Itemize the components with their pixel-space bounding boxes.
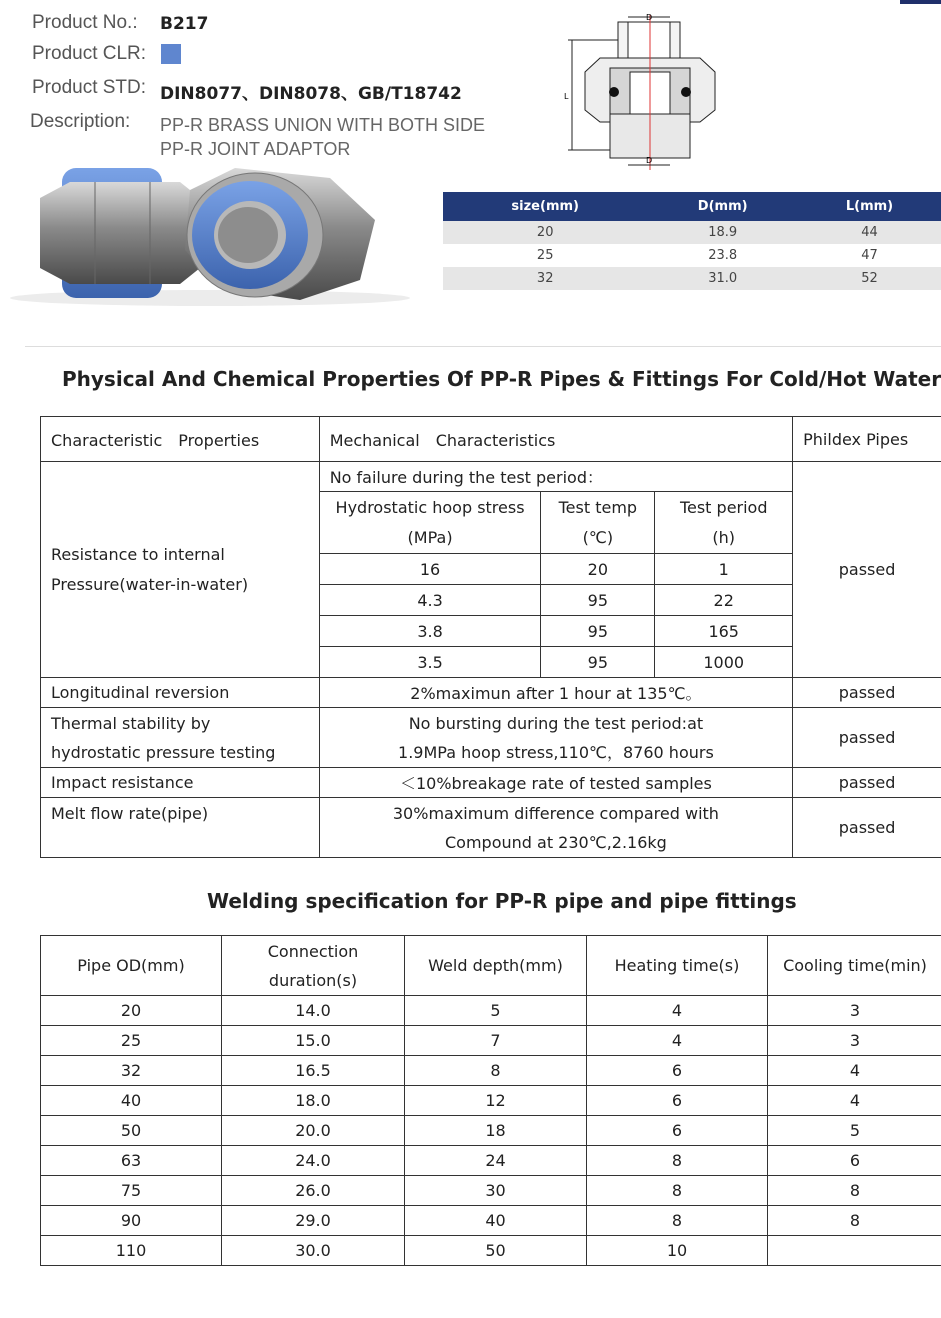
table-cell: 8 [768, 1206, 941, 1236]
table-cell: 8 [587, 1176, 768, 1206]
header-heating-time: Heating time(s) [587, 936, 768, 996]
table-cell: 6 [587, 1056, 768, 1086]
table-cell: 30 [405, 1176, 587, 1206]
thermal-name-line-1: Thermal stability by [51, 713, 211, 733]
table-cell: 52 [798, 267, 941, 290]
table-cell: 3 [768, 1026, 941, 1056]
table-cell: 165 [655, 616, 793, 647]
table-cell: 1000 [655, 647, 793, 678]
melt-flow-mech-line-2: Compound at 230℃,2.16kg [445, 832, 667, 852]
table-cell: 3.5 [319, 647, 541, 678]
resistance-name-line-2: Pressure(water-in-water) [51, 574, 249, 594]
sub-header-period-line-1: Test period [679, 497, 768, 517]
table-cell: 18.9 [647, 221, 798, 244]
thermal-mech-line-1: No bursting during the test period:at [408, 713, 704, 733]
table-row [443, 221, 941, 244]
table-cell: 40 [405, 1206, 587, 1236]
table-cell: 15.0 [222, 1026, 405, 1056]
table-cell: 23.8 [647, 244, 798, 267]
longitudinal-name: Longitudinal reversion [41, 678, 320, 708]
size-header-size: size(mm) [443, 192, 647, 221]
table-cell: 20 [41, 996, 222, 1026]
table-cell: 40 [41, 1086, 222, 1116]
table-cell: 95 [541, 647, 655, 678]
table-cell: 44 [798, 221, 941, 244]
table-cell: 4 [768, 1056, 941, 1086]
sub-header-stress-line-1: Hydrostatic hoop stress [335, 497, 525, 517]
table-cell: 7 [405, 1026, 587, 1056]
table-cell: 110 [41, 1236, 222, 1266]
description-line-1: PP-R BRASS UNION WITH BOTH SIDE [160, 115, 486, 135]
table-cell: 25 [41, 1026, 222, 1056]
table-cell: 20.0 [222, 1116, 405, 1146]
table-cell: 8 [768, 1176, 941, 1206]
table-cell: 6 [587, 1086, 768, 1116]
impact-result: passed [793, 768, 941, 798]
table-cell: 63 [41, 1146, 222, 1176]
table-cell: 4 [768, 1086, 941, 1116]
table-cell: 12 [405, 1086, 587, 1116]
sub-header-period-line-2: (h) [712, 527, 736, 547]
table-row [41, 1146, 941, 1176]
table-cell: 26.0 [222, 1176, 405, 1206]
thermal-result: passed [793, 708, 941, 768]
table-cell: 75 [41, 1176, 222, 1206]
table-row [41, 708, 941, 768]
table-row [41, 1236, 941, 1266]
table-cell: 5 [768, 1116, 941, 1146]
table-cell: 20 [541, 554, 655, 585]
table-cell: 8 [405, 1056, 587, 1086]
header-pipe-od: Pipe OD(mm) [41, 936, 222, 996]
table-row [41, 1056, 941, 1086]
welding-table [40, 935, 941, 1266]
product-no-value: B217 [160, 14, 209, 34]
table-cell: 1 [655, 554, 793, 585]
table-row [41, 798, 941, 858]
table-cell: 95 [541, 616, 655, 647]
melt-flow-mech-cell [319, 798, 792, 858]
product-std-label: Product STD: [32, 77, 147, 98]
thermal-mech-cell [319, 708, 792, 768]
table-cell: 90 [41, 1206, 222, 1236]
properties-header-row [41, 417, 941, 462]
table-row [41, 996, 941, 1026]
table-cell: 25 [443, 244, 647, 267]
resistance-name-line-1: Resistance to internal [51, 544, 225, 564]
sub-header-stress [319, 492, 541, 554]
table-row [41, 1086, 941, 1116]
resistance-result: passed [793, 462, 941, 678]
cross-section-drawing [560, 10, 730, 180]
table-cell: 4.3 [319, 585, 541, 616]
header-phildex: Phildex Pipes [793, 417, 941, 462]
description-line-2: PP-R JOINT ADAPTOR [160, 139, 351, 159]
header-connection-line-2: duration(s) [268, 970, 358, 990]
sub-header-temp-line-1: Test temp [558, 497, 638, 517]
welding-title: Welding specification for PP-R pipe and pipe fittings [207, 889, 797, 913]
table-cell: 6 [768, 1146, 941, 1176]
table-cell: 47 [798, 244, 941, 267]
sub-header-period [655, 492, 793, 554]
table-cell: 18.0 [222, 1086, 405, 1116]
product-color-swatch [161, 44, 181, 64]
sub-header-temp [541, 492, 655, 554]
welding-header-row [41, 936, 941, 996]
properties-table [40, 416, 941, 858]
table-cell: 4 [587, 1026, 768, 1056]
sub-header-temp-line-2: (℃) [582, 527, 614, 547]
size-table [443, 192, 941, 290]
table-row [41, 462, 941, 492]
table-cell: 24.0 [222, 1146, 405, 1176]
thermal-name-cell [41, 708, 320, 768]
section-divider [25, 346, 941, 347]
impact-mech: ＜10%breakage rate of tested samples [319, 768, 792, 798]
table-cell: 31.0 [647, 267, 798, 290]
table-cell: 14.0 [222, 996, 405, 1026]
table-cell: 29.0 [222, 1206, 405, 1236]
drawing-label-d-bottom: D [646, 156, 653, 165]
table-cell: 32 [443, 267, 647, 290]
table-row [443, 244, 941, 267]
impact-name: Impact resistance [41, 768, 320, 798]
melt-flow-name: Melt flow rate(pipe) [41, 798, 320, 858]
header-cooling-time: Cooling time(min) [768, 936, 941, 996]
table-row [41, 678, 941, 708]
table-cell: 5 [405, 996, 587, 1026]
drawing-label-l: L [564, 92, 569, 101]
melt-flow-result: passed [793, 798, 941, 858]
table-cell: 8 [587, 1146, 768, 1176]
header-connection-duration [222, 936, 405, 996]
table-row [41, 1176, 941, 1206]
table-cell: 20 [443, 221, 647, 244]
sub-header-stress-line-2: (MPa) [407, 527, 453, 547]
table-cell: 18 [405, 1116, 587, 1146]
table-cell: 24 [405, 1146, 587, 1176]
table-cell: 32 [41, 1056, 222, 1086]
table-row [443, 267, 941, 290]
properties-title: Physical And Chemical Properties Of PP-R Pipes & Fittings For Cold/Hot Water [62, 367, 941, 391]
table-cell [768, 1236, 941, 1266]
table-row [41, 1026, 941, 1056]
table-row [41, 768, 941, 798]
table-row [41, 1206, 941, 1236]
thermal-mech-line-2: 1.9MPa hoop stress,110℃，8760 hours [398, 742, 714, 762]
header-characteristic: Characteristic Properties [41, 417, 320, 462]
table-cell: 22 [655, 585, 793, 616]
header-connection-line-1: Connection [267, 941, 359, 961]
size-header-l: L(mm) [798, 192, 941, 221]
melt-flow-mech-line-1: 30%maximum difference compared with [392, 803, 719, 823]
table-cell: 3 [768, 996, 941, 1026]
size-header-d: D(mm) [647, 192, 798, 221]
table-cell: 10 [587, 1236, 768, 1266]
resistance-name-cell [41, 462, 320, 678]
product-no-label: Product No.: [32, 12, 138, 33]
table-cell: 30.0 [222, 1236, 405, 1266]
table-cell: 3.8 [319, 616, 541, 647]
header-weld-depth: Weld depth(mm) [405, 936, 587, 996]
drawing-label-d-top: D [646, 13, 653, 22]
table-cell: 95 [541, 585, 655, 616]
product-std-value: DIN8077、DIN8078、GB/T18742 [160, 84, 462, 104]
header-mechanical: Mechanical Characteristics [319, 417, 792, 462]
resistance-note: No failure during the test period： [319, 462, 792, 492]
table-cell: 50 [405, 1236, 587, 1266]
product-photo [0, 160, 420, 310]
longitudinal-mech: 2%maximun after 1 hour at 135℃。 [319, 678, 792, 708]
table-cell: 8 [587, 1206, 768, 1236]
product-clr-label: Product CLR: [32, 43, 147, 64]
table-cell: 16 [319, 554, 541, 585]
table-cell: 6 [587, 1116, 768, 1146]
table-cell: 4 [587, 996, 768, 1026]
thermal-name-line-2: hydrostatic pressure testing [51, 742, 276, 762]
size-table-header [443, 192, 941, 221]
table-row [41, 1116, 941, 1146]
longitudinal-result: passed [793, 678, 941, 708]
description-label: Description: [30, 111, 131, 132]
table-cell: 16.5 [222, 1056, 405, 1086]
corner-accent [900, 0, 941, 4]
table-cell: 50 [41, 1116, 222, 1146]
